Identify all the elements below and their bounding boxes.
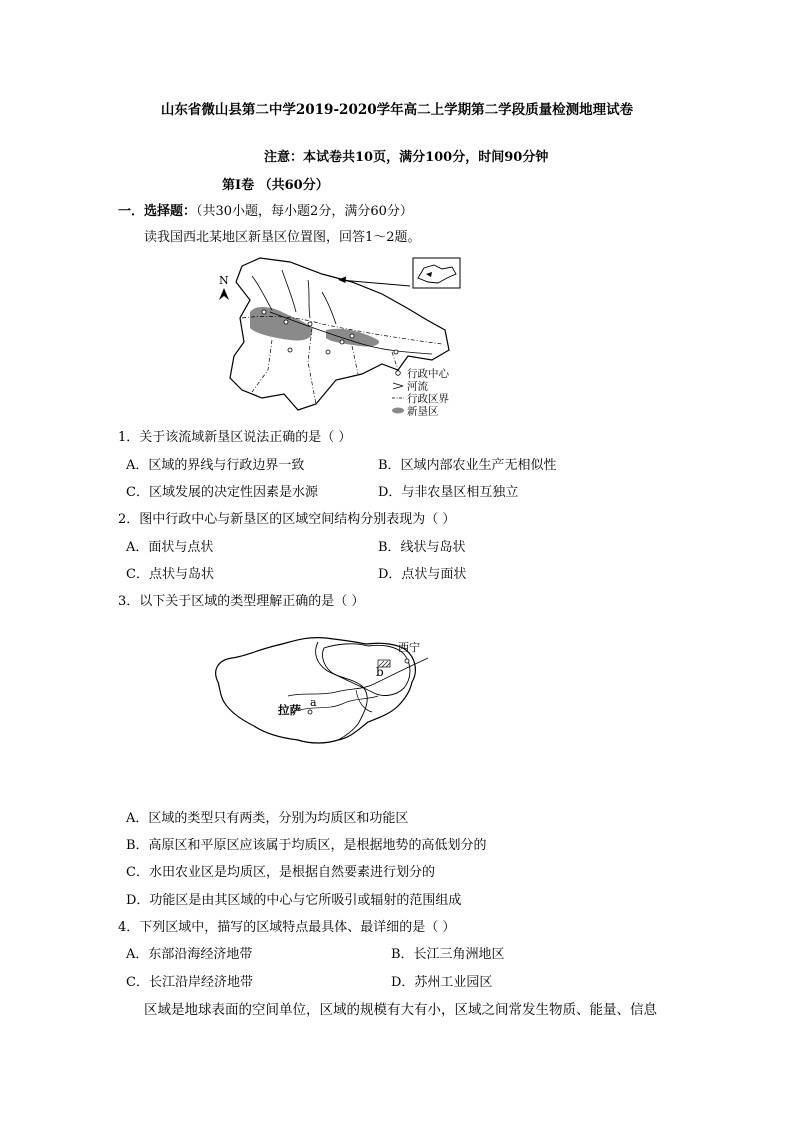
question-4-option: A．东部沿海经济地带 [126,947,253,962]
point-b-label: b [376,665,384,679]
figure-intro: 读我国西北某地区新垦区位置图，回答1～2题。 [144,230,421,245]
map-legend [392,367,449,418]
section-heading [118,205,413,218]
point-a-label: a [310,696,317,709]
question-4-option: B．长江三角洲地区 [391,947,505,962]
question-3-option: B．高原区和平原区应该属于均质区，是根据地势的高低划分的 [126,838,487,853]
lhasa-city-dot [308,710,312,714]
question-3-option: A．区域的类型只有两类，分别为均质区和功能区 [126,811,409,826]
question-1-option: A．区域的界线与行政边界一致 [126,458,305,473]
question-2-stem: 2．图中行政中心与新垦区的区域空间结构分别表现为（ ） [118,512,456,527]
xining-city-dot [405,659,409,663]
river-symbol [393,383,403,389]
gray-ellipse-symbol [392,408,404,414]
question-2-option: D．点状与面状 [378,567,467,582]
lhasa-label: 拉萨 [278,703,301,717]
question-4-option: D．苏州工业园区 [391,975,493,990]
north-arrow-icon [219,288,229,300]
xining-label: 西宁 [398,641,420,654]
legend-label: 行政区界 [407,393,449,405]
circle-symbol [396,371,401,376]
legend-label: 河流 [407,380,428,393]
section-heading-label: 一．选择题： [118,204,197,219]
question-1-option: C．区域发展的决定性因素是水源 [126,485,318,500]
section-heading-detail: （共30小题，每小题2分，满分60分） [196,204,413,219]
plateau-map-figure [206,630,446,754]
question-2-option: C．点状与岛状 [126,567,214,582]
north-label: N [219,274,229,287]
question-1-option: B．区域内部农业生产无相似性 [378,458,557,473]
passage-text: 区域是地球表面的空间单位，区域的规模有大有小，区域之间常发生物质、能量、信息 [144,1002,657,1018]
question-1-option: D．与非农垦区相互独立 [378,485,519,500]
question-2-option: A．面状与点状 [126,540,214,555]
reclamation-map-figure [212,252,474,422]
question-3-stem: 3．以下关于区域的类型理解正确的是（ ） [118,594,365,609]
exam-notice: 注意：本试卷共10页，满分100分，时间90分钟 [264,150,549,165]
question-3-option: C．水田农业区是均质区，是根据自然要素进行划分的 [126,865,435,880]
legend-label: 行政中心 [407,368,449,380]
question-3-option: D．功能区是由其区域的中心与它所吸引或辐射的范围组成 [126,893,462,908]
question-4-stem: 4．下列区域中，描写的区域特点最具体、最详细的是（ ） [118,920,456,935]
page-title: 山东省微山县第二中学2019-2020学年高二上学期第二学段质量检测地理试卷 [160,102,634,118]
legend-label: 新垦区 [407,405,439,418]
question-4-option: C．长江沿岸经济地带 [126,975,253,990]
question-1-stem: 1．关于该流域新垦区说法正确的是（ ） [118,430,352,445]
part-heading: 第I卷 （共60分） [222,178,329,193]
question-2-option: B．线状与岛状 [378,540,466,555]
